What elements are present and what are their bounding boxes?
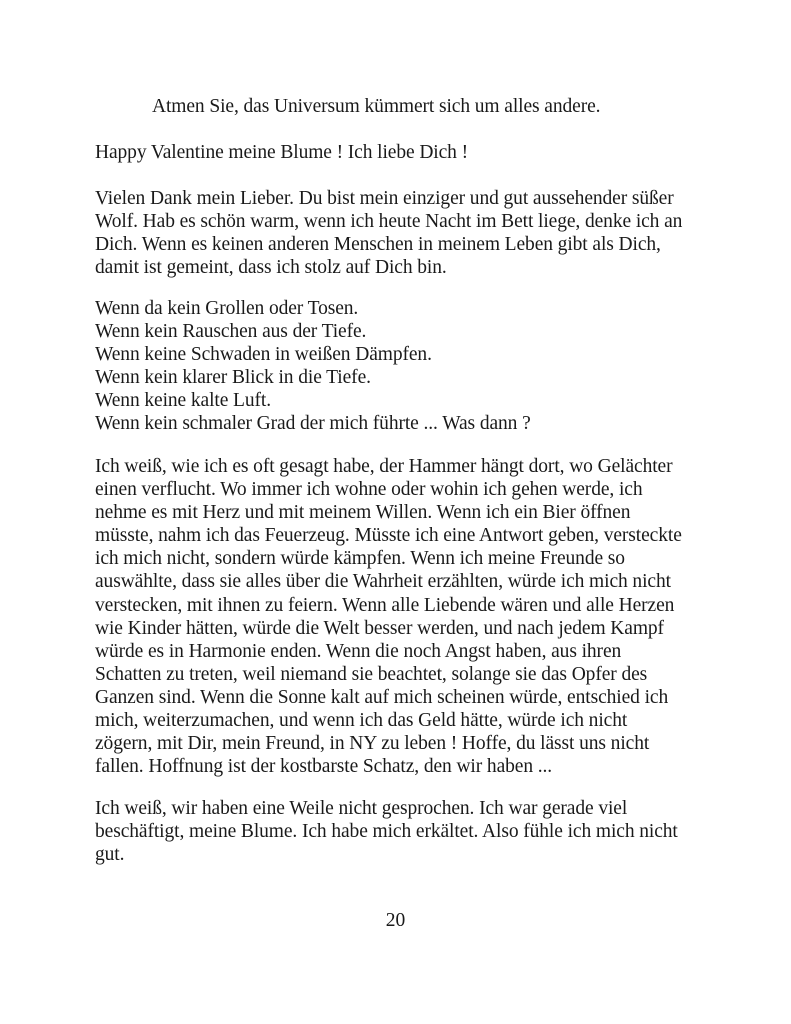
paragraph-line: wie Kinder hätten, würde die Welt besser werden, und nach jedem Kampf	[95, 617, 664, 639]
poem-line: Wenn keine kalte Luft.	[95, 390, 271, 412]
paragraph-line: mich, weiterzumachen, und wenn ich das Geld hätte, würde ich nicht	[95, 710, 628, 732]
poem-line: Wenn keine Schwaden in weißen Dämpfen.	[95, 344, 432, 366]
paragraph-line: Ich weiß, wie ich es oft gesagt habe, der Hammer hängt dort, wo Gelächter	[95, 456, 673, 477]
paragraph-line: Ganzen sind. Wenn die Sonne kalt auf mich scheinen würde, entschied ich	[95, 686, 669, 708]
paragraph-line: einen verflucht. Wo immer ich wohne oder wohin ich gehen werde, ich	[95, 479, 643, 501]
paragraph-1	[95, 187, 715, 279]
paragraph-line: gut.	[95, 844, 125, 866]
paragraph-line: Ich weiß, wir haben eine Weile nicht gesprochen. Ich war gerade viel	[95, 798, 628, 819]
greeting-text: Happy Valentine meine Blume ! Ich liebe Dich !	[95, 142, 469, 163]
intro-line	[152, 95, 772, 118]
poem-line: Wenn da kein Grollen oder Tosen.	[95, 298, 359, 319]
paragraph-line: Schatten zu treten, weil niemand sie beachtet, solange sie das Opfer des	[95, 663, 648, 685]
paragraph-line: müsste, nahm ich das Feuerzeug. Müsste ich eine Antwort geben, versteckte	[95, 525, 682, 547]
paragraph-line: würde es in Harmonie enden. Wenn die noch Angst haben, aus ihren	[95, 640, 622, 662]
poem-line: Wenn kein klarer Blick in die Tiefe.	[95, 367, 371, 389]
paragraph-line: Wolf. Hab es schön warm, wenn ich heute Nacht im Bett liege, denke ich an	[95, 211, 683, 233]
paragraph-line: verstecken, mit ihnen zu feiern. Wenn alle Liebende wären und alle Herzen	[95, 594, 675, 616]
poem-line: Wenn kein schmaler Grad der mich führte ... Was dann ?	[95, 413, 531, 435]
paragraph-line: ich mich nicht, sondern würde kämpfen. Wenn ich meine Freunde so	[95, 548, 625, 570]
paragraph-2	[95, 455, 715, 778]
greeting-line	[95, 141, 715, 164]
page-number: 20	[385, 910, 406, 931]
paragraph-line: auswählte, dass sie alles über die Wahrheit erzählten, würde ich mich nicht	[95, 571, 671, 593]
paragraph-line: nehme es mit Herz und mit meinem Willen. Wenn ich ein Bier öffnen	[95, 502, 631, 524]
paragraph-line: damit ist gemeint, dass ich stolz auf Dich bin.	[95, 257, 447, 279]
intro-text: Atmen Sie, das Universum kümmert sich um alles andere.	[152, 96, 601, 117]
paragraph-line: Vielen Dank mein Lieber. Du bist mein einziger und gut aussehender süßer	[95, 188, 674, 209]
paragraph-line: beschäftigt, meine Blume. Ich habe mich erkältet. Also fühle ich mich nicht	[95, 821, 678, 843]
paragraph-line: Dich. Wenn es keinen anderen Menschen in meinem Leben gibt als Dich,	[95, 234, 661, 256]
paragraph-line: fallen. Hoffnung ist der kostbarste Schatz, den wir haben ...	[95, 756, 553, 778]
paragraph-3	[95, 797, 715, 866]
poem-line: Wenn kein Rauschen aus der Tiefe.	[95, 321, 367, 343]
paragraph-line: zögern, mit Dir, mein Freund, in NY zu leben ! Hoffe, du lässt uns nicht	[95, 733, 650, 755]
poem-block	[95, 297, 715, 436]
